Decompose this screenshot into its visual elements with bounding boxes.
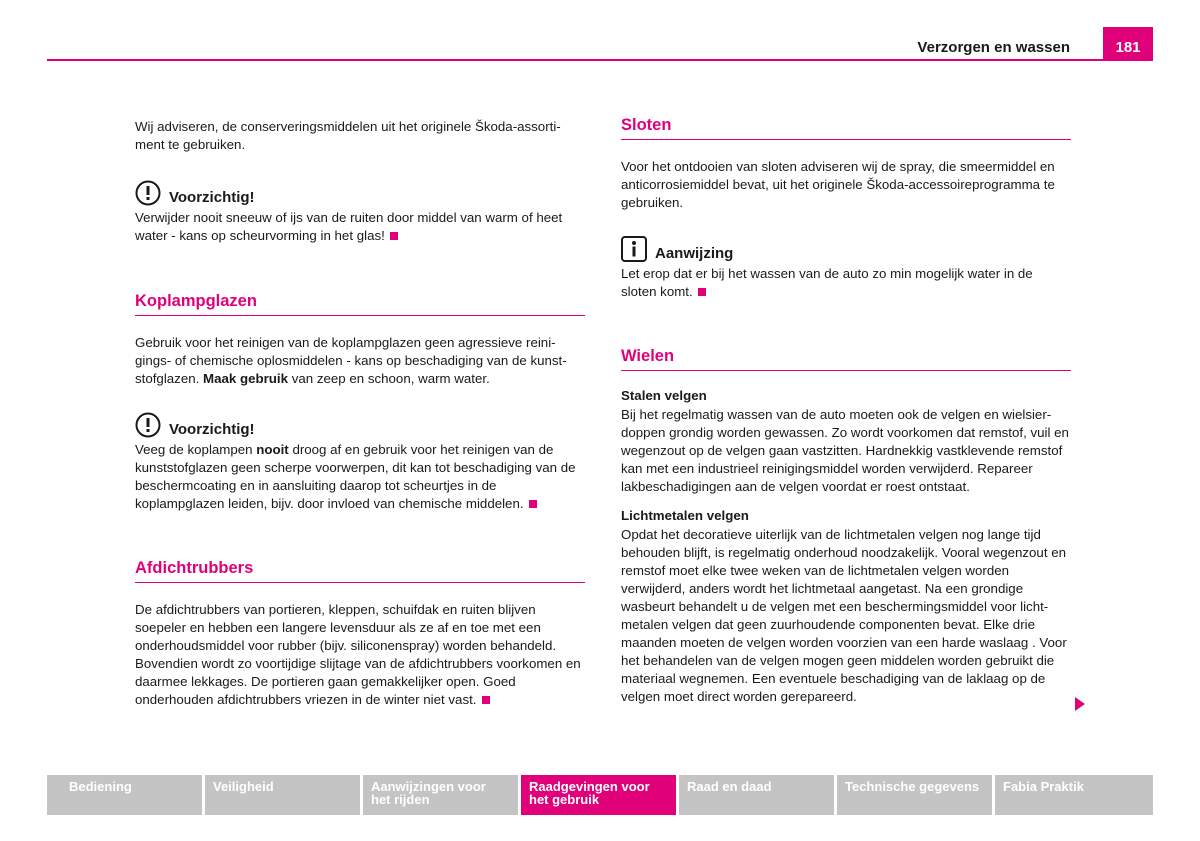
- subhead-lichtmetalen-velgen: Lichtmetalen velgen: [621, 508, 749, 523]
- nav-tab-bediening[interactable]: Bediening: [47, 775, 202, 815]
- caution-block: [135, 408, 585, 513]
- subhead-stalen-velgen: Stalen velgen: [621, 388, 707, 403]
- nav-tab-raad-en-daad[interactable]: Raad en daad: [679, 775, 834, 815]
- end-square-icon: [529, 500, 537, 508]
- koplampglazen-text: Gebruik voor het reinigen van de koplampglazen geen agressieve reini-gings- of chemische oplosmiddelen - kans op beschadiging van de kunst-stofglazen. Maak gebruik van zeep en schoon, warm water.: [135, 335, 567, 386]
- nav-tab-technische-gegevens[interactable]: Technische gegevens: [837, 775, 992, 815]
- page-number: 181: [1103, 27, 1153, 60]
- section-title-koplampglazen: Koplampglazen: [135, 292, 585, 316]
- caution-header: [135, 408, 585, 438]
- exclamation-circle-icon: [135, 180, 161, 206]
- exclamation-circle-icon: [135, 412, 161, 438]
- caution-title: Voorzichtig!: [169, 421, 255, 438]
- section-title-sloten: Sloten: [621, 116, 1071, 140]
- nav-tab-raadgevingen[interactable]: Raadgevingen voor het gebruik: [521, 775, 676, 815]
- section-sloten: [621, 116, 1071, 212]
- end-square-icon: [482, 696, 490, 704]
- stalen-velgen-text: Bij het regelmatig wassen van de auto moeten ook de velgen en wielsier-doppen grondig worden gewassen. Zo wordt voorkomen dat remstof, vuil en wegenzout op de velgen gaan vastzitten. Hardnekkig vastklevende remstof kan met een industrieel reinigingsmiddel worden verwijderd. Repareer lakbeschadigingen aan de velgen voordat er roest ontstaat.: [621, 407, 1069, 494]
- caution-block: [135, 176, 585, 245]
- header-divider: [47, 59, 1153, 61]
- afdichtrubbers-text: De afdichtrubbers van portieren, kleppen, schuifdak en ruiten blijven soepeler en hebben een langere levensduur als ze af en toe met een onderhoudsmiddel voor rubber (bijv. siliconenspray) worden behandeld. Bovendien wordt zo voortijdige slijtage van de afdichtrubbers voorkomen en daarmee lekkages. De portieren gaan gemakkelijker open. Goed onderhouden afdichtrubbers vriezen in de winter niet vast.: [135, 602, 581, 707]
- caution-text: Verwijder nooit sneeuw of ijs van de ruiten door middel van warm of heet water - kans op scheurvorming in het glas!: [135, 210, 563, 243]
- caution-text: Veeg de koplampen nooit droog af en gebruik voor het reinigen van de kunststofglazen geen scherpe voorwerpen, dit kan tot beschadiging van de beschermcoating en in aansluiting daarop tot scheurtjes in de koplampglazen leiden, bijv. door invloed van chemische middelen.: [135, 442, 576, 511]
- section-wielen: [621, 347, 1071, 706]
- nav-tab-veiligheid[interactable]: Veiligheid: [205, 775, 360, 815]
- note-block: [621, 232, 1071, 301]
- intro-paragraph: Wij adviseren, de conserveringsmiddelen uit het originele Škoda-assorti-ment te gebruiken.: [135, 119, 561, 152]
- section-afdichtrubbers: [135, 559, 585, 709]
- arrow-right-icon: [1075, 697, 1085, 711]
- note-title: Aanwijzing: [655, 245, 734, 262]
- end-square-icon: [390, 232, 398, 240]
- end-square-icon: [698, 288, 706, 296]
- section-title-afdichtrubbers: Afdichtrubbers: [135, 559, 585, 583]
- caution-header: [135, 176, 585, 206]
- right-column: [621, 116, 1071, 706]
- section-koplampglazen: [135, 292, 585, 388]
- sloten-text: Voor het ontdooien van sloten adviseren wij de spray, die smeermiddel en anticorrosiemiddel bevat, uit het originele Škoda-accessoireprogramma te gebruiken.: [621, 159, 1055, 210]
- nav-tab-aanwijzingen[interactable]: Aanwijzingen voor het rijden: [363, 775, 518, 815]
- note-text: Let erop dat er bij het wassen van de auto zo min mogelijk water in de sloten komt.: [621, 266, 1033, 299]
- left-column: [135, 118, 585, 709]
- info-icon: [621, 236, 647, 262]
- note-header: [621, 232, 1071, 262]
- nav-tab-fabia-praktik[interactable]: Fabia Praktik: [995, 775, 1153, 815]
- page-header-title: Verzorgen en wassen: [917, 39, 1070, 56]
- lichtmetalen-velgen-text: Opdat het decoratieve uiterlijk van de lichtmetalen velgen nog lange tijd behouden blijft, is regelmatig onderhoud noodzakelijk. Vooral wegenzout en remstof moet elke twee weken van de lichtmetalen velgen worden verwijderd, anders wordt het lichtmetaal aangetast. Na een grondige wasbeurt behandelt u de velgen met een beschermingsmiddel voor licht-metalen velgen dat geen zuurhoudende componenten bevat. Elke drie maanden moeten de velgen worden voorzien van een harde waslaag . Voor het behandelen van de velgen mogen geen middelen worden gebruikt die materiaal wegnemen. Een eventuele beschadiging van de laklaag op de velgen moet direct worden gerepareerd.: [621, 527, 1067, 704]
- chapter-nav: [47, 775, 1153, 815]
- section-title-wielen: Wielen: [621, 347, 1071, 371]
- caution-title: Voorzichtig!: [169, 189, 255, 206]
